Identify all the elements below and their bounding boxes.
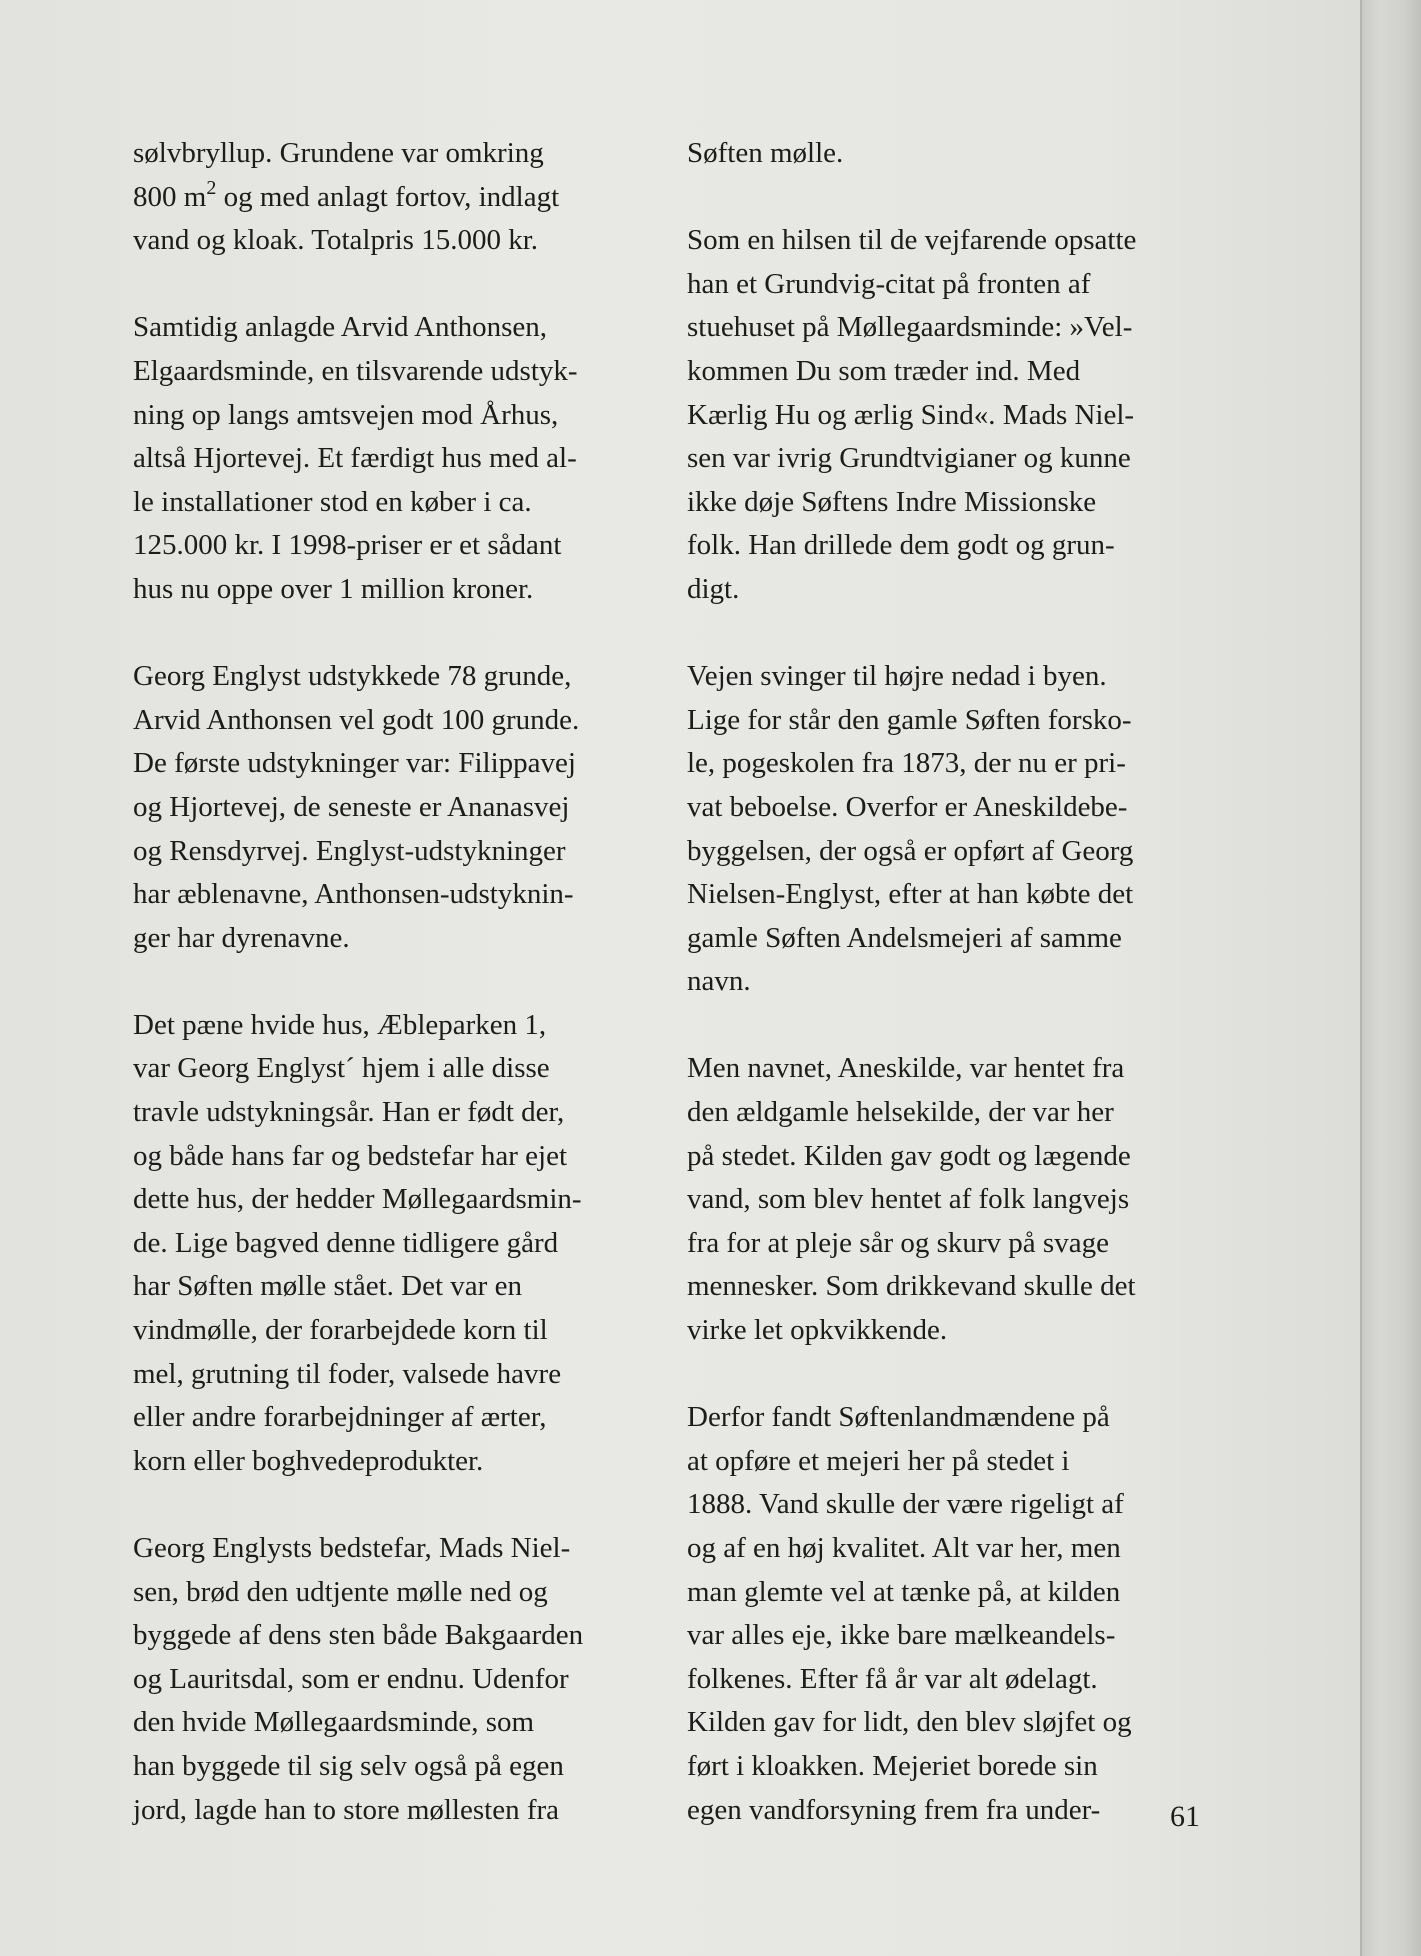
- text-line: vat beboelse. Overfor er Aneskildebe-: [687, 790, 1128, 823]
- text-line: man glemte vel at tænke på, at kilden: [687, 1575, 1121, 1608]
- page-number: 61: [1170, 1800, 1200, 1833]
- text-line: ført i kloakken. Mejeriet borede sin: [687, 1749, 1098, 1782]
- text-fragment: og med anlagt fortov, indlagt: [216, 180, 560, 213]
- text-line: Men navnet, Aneskilde, var hentet fra: [687, 1052, 1125, 1085]
- text-line: 1888. Vand skulle der være rigeligt af: [687, 1488, 1124, 1521]
- text-line: kommen Du som træder ind. Med: [687, 354, 1081, 387]
- text-line: travle udstykningsår. Han er født der,: [133, 1096, 565, 1129]
- text-line: byggede af dens sten både Bakgaarden: [133, 1619, 584, 1652]
- text-line: folkenes. Efter få år var alt ødelagt.: [687, 1662, 1098, 1695]
- text-line: Vejen svinger til højre nedad i byen.: [687, 660, 1107, 693]
- text-line: de. Lige bagved denne tidligere gård: [133, 1226, 559, 1259]
- text-line: korn eller boghvedeprodukter.: [133, 1444, 484, 1477]
- text-line: dette hus, der hedder Møllegaardsmin-: [133, 1183, 582, 1216]
- text-line: byggelsen, der også er opført af Georg: [687, 834, 1134, 867]
- text-line: vand og kloak. Totalpris 15.000 kr.: [133, 224, 539, 257]
- superscript: 2: [206, 176, 217, 199]
- text-line: folk. Han drillede dem godt og grun-: [687, 529, 1115, 562]
- paragraph: [133, 1004, 633, 1484]
- text-line: egen vandforsyning frem fra under-: [687, 1793, 1101, 1826]
- text-line: Det pæne hvide hus, Æbleparken 1,: [133, 1008, 547, 1041]
- text-line: stuehuset på Møllegaardsminde: »Vel-: [687, 311, 1133, 344]
- text-line: Kilden gav for lidt, den blev sløjfet og: [687, 1706, 1132, 1739]
- paragraph: [687, 132, 1207, 176]
- text-line: Kærlig Hu og ærlig Sind«. Mads Niel-: [687, 398, 1135, 431]
- text-line: vand, som blev hentet af folk langvejs: [687, 1183, 1130, 1216]
- text-line: sølvbryllup. Grundene var omkring: [133, 137, 544, 169]
- text-line: eller andre forarbejdninger af ærter,: [133, 1401, 547, 1434]
- text-line: Lige for står den gamle Søften forsko-: [687, 703, 1132, 736]
- text-line: altså Hjortevej. Et færdigt hus med al-: [133, 442, 577, 475]
- text-line: jord, lagde han to store møllesten fra: [133, 1793, 560, 1826]
- text-line: Derfor fandt Søftenlandmændene på: [687, 1401, 1110, 1434]
- text-line: og Rensdyrvej. Englyst-udstykninger: [133, 834, 566, 867]
- text-line: ning op langs amtsvejen mod Århus,: [133, 398, 559, 431]
- paragraph: [687, 1047, 1207, 1352]
- text-line: på stedet. Kilden gav godt og lægende: [687, 1139, 1131, 1172]
- text-line: Som en hilsen til de vejfarende opsatte: [687, 224, 1137, 257]
- text-line: fra for at pleje sår og skurv på svage: [687, 1226, 1109, 1259]
- text-line: den ældgamle helsekilde, der var her: [687, 1096, 1114, 1129]
- text-line: le installationer stod en køber i ca.: [133, 485, 532, 518]
- text-line: digt.: [687, 572, 740, 605]
- text-line: navn.: [687, 965, 751, 998]
- text-line: Georg Englyst udstykkede 78 grunde,: [133, 660, 572, 693]
- text-line: ikke døje Søftens Indre Missionske: [687, 485, 1097, 518]
- text-line: [133, 176, 633, 220]
- paragraph: [687, 1396, 1207, 1832]
- paragraph: [687, 655, 1207, 1004]
- paragraph: [133, 655, 633, 960]
- text-line: var Georg Englyst´ hjem i alle disse: [133, 1052, 550, 1085]
- right-column: [687, 132, 1207, 1876]
- text-line: var alles eje, ikke bare mælkeandels-: [687, 1619, 1116, 1652]
- text-line: og Hjortevej, de seneste er Ananasvej: [133, 790, 570, 823]
- text-line: virke let opkvikkende.: [687, 1314, 948, 1347]
- text-line: 125.000 kr. I 1998-priser er et sådant: [133, 529, 562, 562]
- text-line: Elgaardsminde, en tilsvarende udstyk-: [133, 354, 578, 387]
- paragraph: [133, 1527, 633, 1832]
- text-line: Samtidig anlagde Arvid Anthonsen,: [133, 311, 548, 344]
- text-line: og af en høj kvalitet. Alt var her, men: [687, 1532, 1121, 1564]
- left-column: [133, 132, 633, 1876]
- text-line: mel, grutning til foder, valsede havre: [133, 1357, 562, 1390]
- text-line: ger har dyrenavne.: [133, 921, 350, 954]
- text-line: vindmølle, der forarbejdede korn til: [133, 1314, 548, 1347]
- text-line: har æblenavne, Anthonsen-udstyknin-: [133, 878, 574, 911]
- text-fragment: 800 m: [133, 180, 207, 213]
- text-line: Nielsen-Englyst, efter at han købte det: [687, 878, 1134, 911]
- text-line: den hvide Møllegaardsminde, som: [133, 1706, 535, 1739]
- paragraph: [687, 219, 1207, 611]
- text-line: hus nu oppe over 1 million kroner.: [133, 572, 534, 605]
- paragraph: [133, 132, 633, 263]
- text-line: De første udstykninger var: Filippavej: [133, 747, 576, 780]
- text-line: og Lauritsdal, som er endnu. Udenfor: [133, 1662, 569, 1695]
- text-line: le, pogeskolen fra 1873, der nu er pri-: [687, 747, 1126, 780]
- text-line: sen var ivrig Grundtvigianer og kunne: [687, 442, 1131, 475]
- paragraph: [133, 306, 633, 611]
- text-line: Søften mølle.: [687, 137, 844, 169]
- text-line: har Søften mølle stået. Det var en: [133, 1270, 522, 1303]
- text-line: og både hans far og bedstefar har ejet: [133, 1139, 567, 1172]
- text-line: han byggede til sig selv også på egen: [133, 1749, 564, 1782]
- text-line: Arvid Anthonsen vel godt 100 grunde.: [133, 703, 580, 736]
- page-edge: [1360, 0, 1421, 1956]
- text-line: gamle Søften Andelsmejeri af samme: [687, 921, 1122, 954]
- text-line: sen, brød den udtjente mølle ned og: [133, 1575, 548, 1608]
- text-line: Georg Englysts bedstefar, Mads Niel-: [133, 1532, 571, 1564]
- text-line: han et Grundvig-citat på fronten af: [687, 267, 1091, 300]
- text-line: mennesker. Som drikkevand skulle det: [687, 1270, 1136, 1303]
- text-line: at opføre et mejeri her på stedet i: [687, 1444, 1070, 1477]
